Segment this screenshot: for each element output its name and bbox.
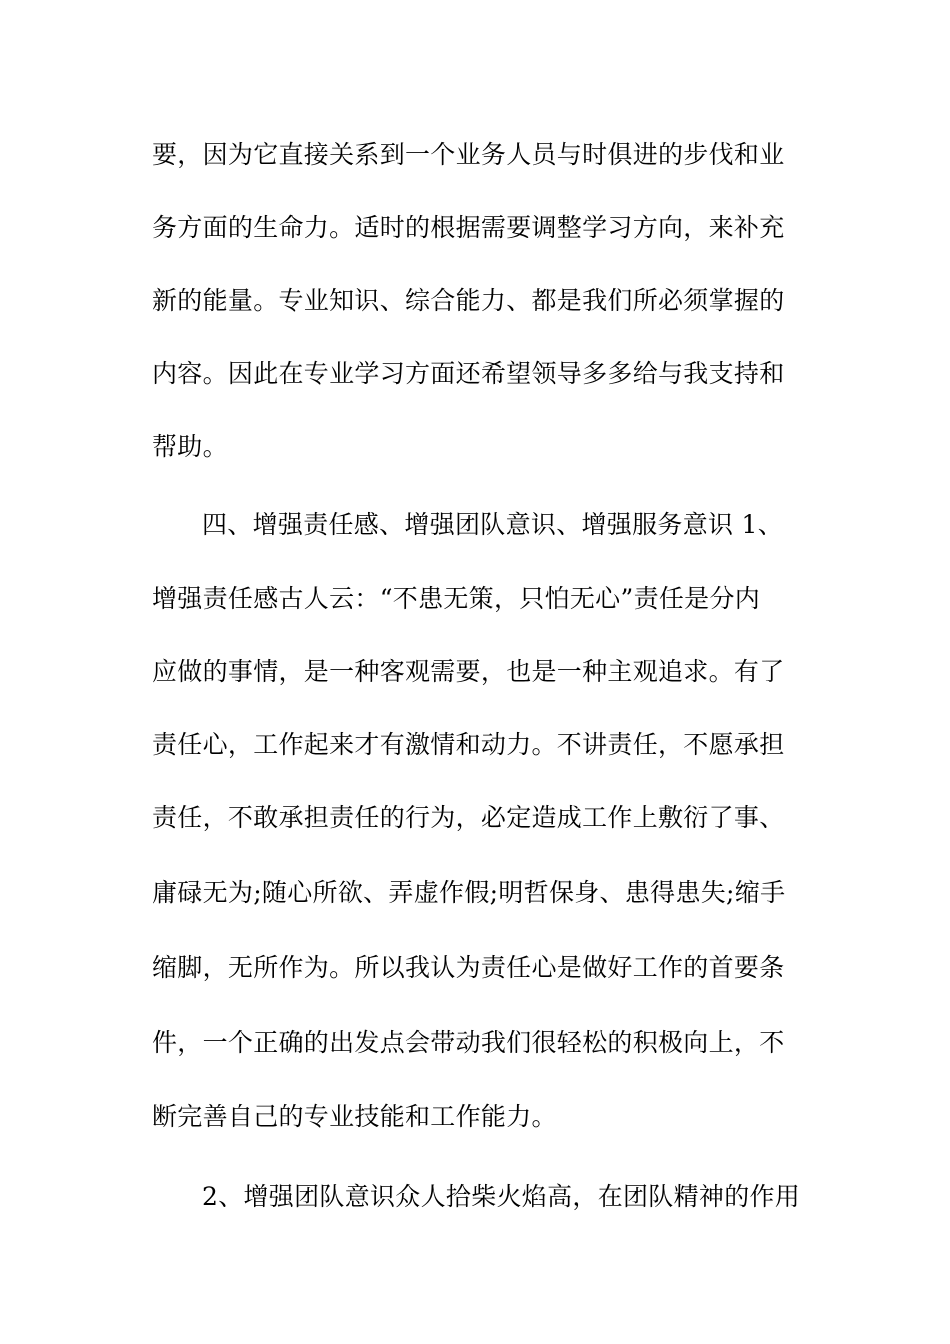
text-line: 帮助。 <box>152 432 228 461</box>
text-line: 增强责任感古人云：“不患无策，只怕无心”责任是分内 <box>152 584 761 613</box>
text-line: 缩脚，无所作为。所以我认为责任心是做好工作的首要条 <box>152 953 785 982</box>
text-line: 务方面的生命力。适时的根据需要调整学习方向，来补充 <box>152 213 785 242</box>
text-line: 件，一个正确的出发点会带动我们很轻松的积极向上，不 <box>152 1028 785 1057</box>
paragraph-start-line: 2、增强团队意识众人拾柴火焰高，在团队精神的作用 <box>202 1182 801 1211</box>
text-line: 应做的事情，是一种客观需要，也是一种主观追求。有了 <box>152 657 785 686</box>
text-line: 断完善自己的专业技能和工作能力。 <box>152 1102 557 1131</box>
text-line: 新的能量。专业知识、综合能力、都是我们所必须掌握的 <box>152 286 785 315</box>
text-line: 要，因为它直接关系到一个业务人员与时俱进的步伐和业 <box>152 140 785 169</box>
text-line: 庸碌无为;随心所欲、弄虚作假;明哲保身、患得患失;缩手 <box>152 878 786 907</box>
text-line: 内容。因此在专业学习方面还希望领导多多给与我支持和 <box>152 359 785 388</box>
section-heading-line: 四、增强责任感、增强团队意识、增强服务意识 1、 <box>202 510 784 539</box>
text-line: 责任心，工作起来才有激情和动力。不讲责任，不愿承担 <box>152 730 785 759</box>
text-line: 责任，不敢承担责任的行为，必定造成工作上敷衍了事、 <box>152 803 785 832</box>
